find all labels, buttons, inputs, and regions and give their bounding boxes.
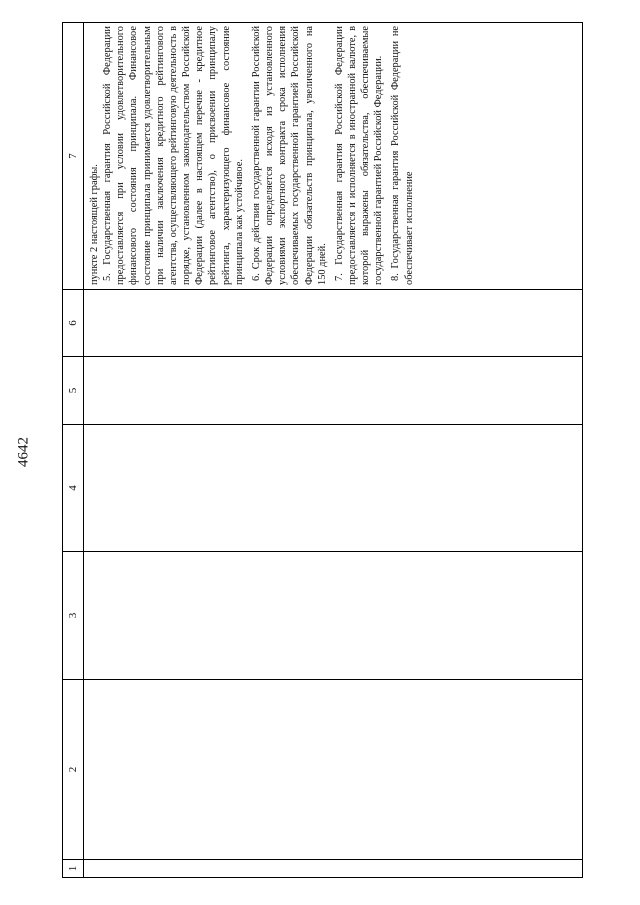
header-col-7: 7: [63, 23, 84, 290]
document-table: [62, 22, 583, 878]
header-col-1: 1: [63, 860, 84, 878]
cell-col-6: [84, 290, 583, 357]
cell-col-7: [84, 23, 583, 290]
paragraph-6: 6. Срок действия государственной гарантии Российской Федерации определяется исходя из установленного условиями экспортного контракта срока исполнения обеспечиваемых государственной гарантией Российской Федерации обязательств принципала, увеличенного на 150 дней.: [250, 26, 328, 285]
table-body-row: [84, 23, 583, 878]
header-col-3: 3: [63, 552, 84, 680]
header-col-5: 5: [63, 357, 84, 425]
page-number: 4642: [15, 437, 32, 467]
header-col-4: 4: [63, 425, 84, 552]
paragraph-5: 5. Государственная гарантия Российской Федерации предоставляется при условии удовлетворительного финансового состояния принципала. Финансовое состояние принципала принимается удовлетворительным при наличии заключения кредитного рейтингового агентства, осуществляющего рейтинговую деятельность в порядке, установленном законодательством Российской Федерации (далее в настоящем перечне - кредитное рейтинговое агентство), о присвоении принципалу рейтинга, характеризующего финансовое состояние принципала как устойчивое.: [102, 26, 245, 285]
cell-col-4: [84, 425, 583, 552]
table-header-row: [63, 23, 84, 878]
header-col-2: 2: [63, 680, 84, 860]
cell-col-3: [84, 552, 583, 680]
cell-col-1: [84, 860, 583, 878]
paragraph-7: 7. Государственная гарантия Российской Федерации предоставляется и исполняется в иностранной валюте, в которой выражены обязательства, обеспечиваемые государственной гарантией Российской Федерации.: [333, 26, 385, 285]
cell-col-2: [84, 680, 583, 860]
paragraph-continuation: пункте 2 настоящей графы.: [89, 164, 100, 285]
rotated-table-wrapper: [62, 23, 582, 878]
header-col-6: 6: [63, 290, 84, 357]
cell-col-5: [84, 357, 583, 425]
paragraph-8: 8. Государственная гарантия Российской Федерации не обеспечивает исполнение: [390, 26, 415, 285]
